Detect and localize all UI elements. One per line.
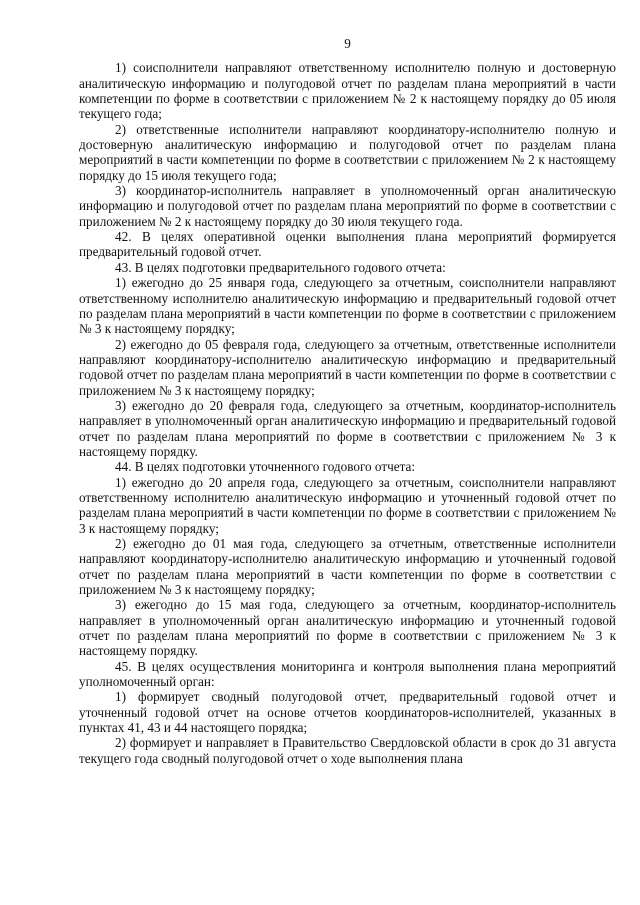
paragraph-44-3: 3) ежегодно до 15 мая года, следующего за отчетным, координатор-исполнитель направляет в уполномоченный орган аналитическую информацию и уточненный годовой отчет по разделам плана мероприятий по форме в соответствии с приложением № 3 к настоящему порядку. bbox=[79, 597, 616, 659]
paragraph-41-3: 3) координатор-исполнитель направляет в уполномоченный орган аналитическую информацию и полугодовой отчет по разделам плана мероприятий по форме в соответствии с приложением № 2 к настоящему порядку до 30 июля текущего года. bbox=[79, 183, 616, 229]
paragraph-44: 44. В целях подготовки уточненного годового отчета: bbox=[115, 459, 416, 475]
paragraph-44-2: 2) ежегодно до 01 мая года, следующего за отчетным, ответственные исполнители направляют координатору-исполнителю аналитическую информацию и уточненный годовой отчет по разделам плана мероприятий в части компетенции по форме в соответствии с приложением № 3 к настоящему порядку; bbox=[79, 536, 616, 598]
paragraph-43: 43. В целях подготовки предварительного годового отчета: bbox=[115, 259, 446, 275]
paragraph-45-1: 1) формирует сводный полугодовой отчет, предварительный годовой отчет и уточненный годовой отчет на основе отчетов координаторов-исполнителей, указанных в пунктах 41, 43 и 44 настоящего порядка; bbox=[79, 689, 616, 736]
paragraph-44-1: 1) ежегодно до 20 апреля года, следующего за отчетным, соисполнители направляют ответственному исполнителю аналитическую информацию и уточненный годовой отчет по разделам плана мероприятий в части компетенции по форме в соответствии с приложением № 3 к настоящему порядку; bbox=[79, 474, 616, 536]
paragraph-43-2: 2) ежегодно до 05 февраля года, следующего за отчетным, ответственные исполнители направляют координатору-исполнителю аналитическую информацию и предварительный годовой отчет по разделам плана мероприятий в части компетенции по форме в соответствии с приложением № 3 к настоящему порядку; bbox=[79, 336, 616, 398]
paragraph-42: 42. В целях оперативной оценки выполнения плана мероприятий формируется предварительный годовой отчет. bbox=[79, 229, 616, 260]
paragraph-41-2: 2) ответственные исполнители направляют координатору-исполнителю полную и достоверную аналитическую информацию и полугодовой отчет по разделам плана мероприятий в части компетенции по форме в соответствии с приложением № 2 к настоящему порядку до 15 июля текущего года; bbox=[79, 121, 616, 183]
page-number: 9 bbox=[344, 36, 351, 51]
paragraph-41-1: 1) соисполнители направляют ответственному исполнителю полную и достоверную аналитическую информацию и полугодовой отчет по разделам плана мероприятий в части компетенции по форме в соответствии с приложением № 2 к настоящему порядку до 05 июля текущего года; bbox=[79, 60, 616, 122]
paragraph-43-3: 3) ежегодно до 20 февраля года, следующего за отчетным, координатор-исполнитель направляет в уполномоченный орган аналитическую информацию и предварительный годовой отчет по разделам плана мероприятий по форме в соответствии с приложением № 3 к настоящему порядку. bbox=[79, 397, 616, 459]
paragraph-43-1: 1) ежегодно до 25 января года, следующего за отчетным, соисполнители направляют ответственному исполнителю аналитическую информацию и предварительный годовой отчет по разделам плана мероприятий в части компетенции по форме в соответствии с приложением № 3 к настоящему порядку; bbox=[79, 275, 616, 337]
paragraph-45-2: 2) формирует и направляет в Правительство Свердловской области в срок до 31 августа текущего года сводный полугодовой отчет о ходе выполнения плана bbox=[79, 735, 616, 766]
paragraph-45: 45. В целях осуществления мониторинга и контроля выполнения плана мероприятий уполномоченный орган: bbox=[79, 658, 616, 690]
